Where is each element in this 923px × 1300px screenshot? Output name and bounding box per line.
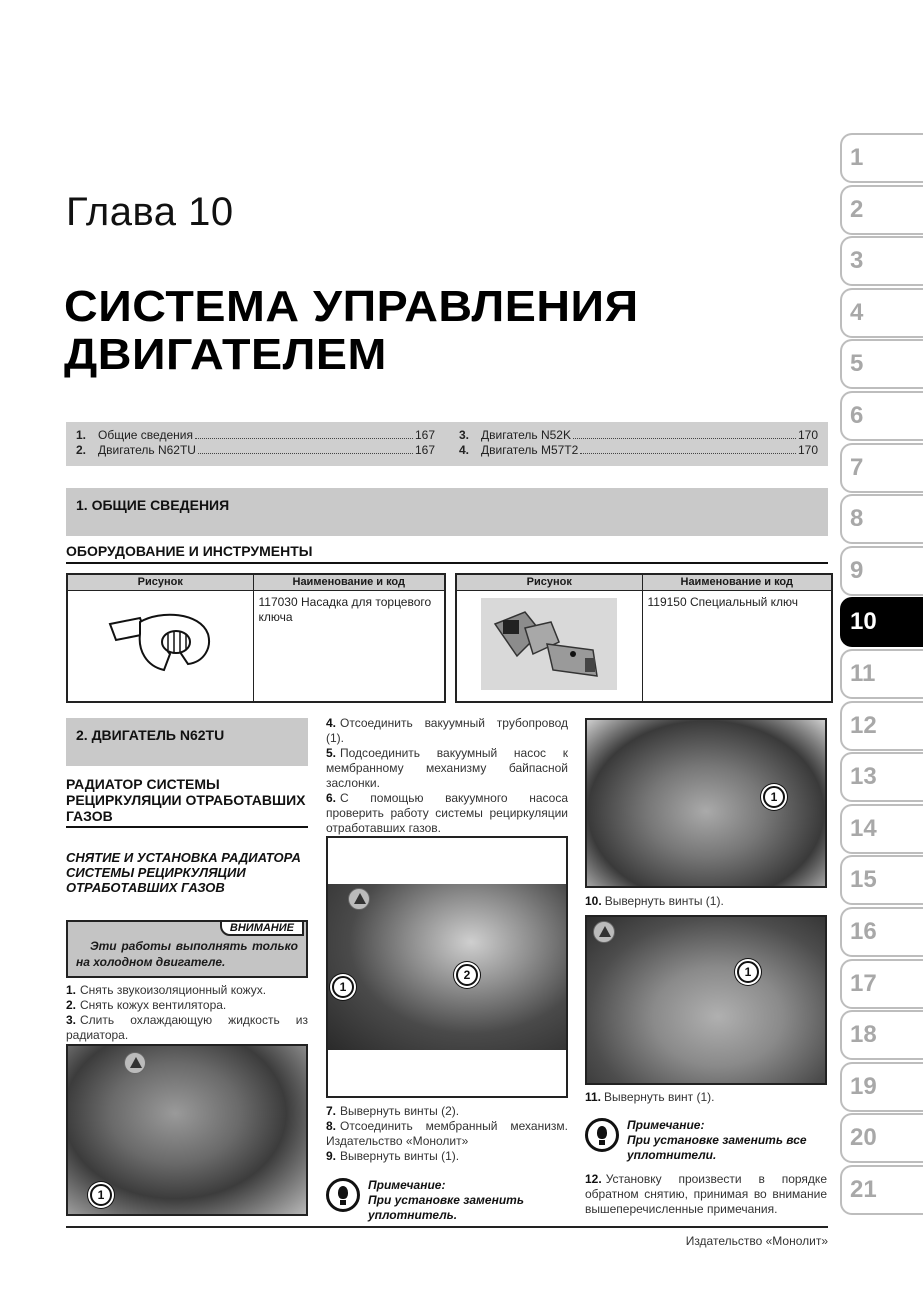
- tool-image-ratchet-insert: [67, 590, 253, 702]
- tab-chapter-16[interactable]: 16: [840, 907, 923, 957]
- tab-chapter-8[interactable]: 8: [840, 494, 923, 544]
- steps-list-2: [326, 716, 568, 836]
- publisher-logo-icon: [124, 1052, 146, 1074]
- equipment-heading: ОБОРУДОВАНИЕ И ИНСТРУМЕНТЫ: [66, 543, 828, 564]
- step-item: 7. Вывернуть винты (2).: [326, 1104, 460, 1118]
- publisher-logo-icon: [593, 921, 615, 943]
- tab-chapter-11[interactable]: 11: [840, 649, 923, 699]
- chapter-contents: [66, 422, 828, 466]
- publisher-logo-icon: [348, 888, 370, 910]
- toc-item[interactable]: 3. Двигатель N52K 170: [459, 428, 818, 442]
- chapter-title-line2: ДВИГАТЕЛЕМ: [64, 330, 387, 379]
- warning-text: Эти работы выполнять только на холодном двигателе.: [76, 939, 298, 969]
- tab-chapter-21[interactable]: 21: [840, 1165, 923, 1215]
- step-item: 11. Вывернуть винт (1).: [585, 1090, 715, 1104]
- tab-chapter-3[interactable]: 3: [840, 236, 923, 286]
- chapter-title-line1: СИСТЕМА УПРАВЛЕНИЯ: [64, 282, 639, 331]
- step-item: 9. Вывернуть винты (1).: [326, 1149, 460, 1163]
- note-replace-seal: [326, 1178, 568, 1223]
- tool-image-special-key: [456, 590, 642, 702]
- tab-chapter-5[interactable]: 5: [840, 339, 923, 389]
- toc-item[interactable]: 4. Двигатель M57T2 170: [459, 443, 818, 457]
- tab-chapter-4[interactable]: 4: [840, 288, 923, 338]
- note-body: При установке заменить все уплотнители.: [627, 1133, 807, 1162]
- chapter-label: Глава 10: [66, 190, 234, 234]
- steps-list-1: [66, 983, 308, 1049]
- note-title: Примечание:: [368, 1178, 446, 1192]
- step-item: 2. Снять кожух вентилятора.: [66, 998, 227, 1012]
- engine-photo-right-top: [585, 718, 827, 888]
- column-header-image: Рисунок: [456, 574, 642, 590]
- removal-installation-heading: СНЯТИЕ И УСТАНОВКА РАДИАТОРА СИСТЕМЫ РЕЦИРКУЛЯЦИИ ОТРАБОТАВШИХ ГАЗОВ: [66, 850, 301, 895]
- steps-list-3: [326, 1104, 568, 1164]
- publisher-footer: Издательство «Монолит»: [685, 1234, 828, 1248]
- section-header-general: 1. ОБЩИЕ СВЕДЕНИЯ: [66, 488, 828, 536]
- tool-table-2: [455, 573, 833, 703]
- tab-chapter-14[interactable]: 14: [840, 804, 923, 854]
- lightbulb-icon: [326, 1178, 360, 1212]
- callout-marker: 1: [737, 961, 759, 983]
- tab-chapter-13[interactable]: 13: [840, 752, 923, 802]
- warning-box: [66, 920, 308, 978]
- chapter-tabs: [840, 133, 923, 1216]
- chapter-title: [64, 283, 639, 379]
- warning-label: ВНИМАНИЕ: [220, 920, 304, 936]
- engine-photo-right-bottom: [585, 915, 827, 1085]
- tool-name: 119150 Специальный ключ: [642, 590, 832, 702]
- note-body: При установке заменить уплотнитель.: [368, 1193, 524, 1222]
- step-item: 8. Отсоединить мембранный механизм. Издательство «Монолит»: [326, 1119, 568, 1148]
- engine-photo-left: [66, 1044, 308, 1216]
- egr-radiator-heading: РАДИАТОР СИСТЕМЫ РЕЦИРКУЛЯЦИИ ОТРАБОТАВШИХ ГАЗОВ: [66, 776, 308, 828]
- note-title: Примечание:: [627, 1118, 705, 1132]
- step-item: 4. Отсоединить вакуумный трубопровод (1).: [326, 716, 568, 745]
- tab-chapter-17[interactable]: 17: [840, 959, 923, 1009]
- step-item: 1. Снять звукоизоляционный кожух.: [66, 983, 267, 997]
- column-header-name: Наименование и код: [642, 574, 832, 590]
- toc-item[interactable]: 1. Общие сведения 167: [76, 428, 435, 442]
- tool-table-1: [66, 573, 446, 703]
- steps-list-4: [585, 1172, 827, 1217]
- tab-chapter-10-active[interactable]: 10: [840, 597, 923, 647]
- callout-marker: 1: [763, 786, 785, 808]
- column-header-name: Наименование и код: [253, 574, 445, 590]
- note-replace-all-seals: [585, 1118, 827, 1163]
- tab-chapter-15[interactable]: 15: [840, 855, 923, 905]
- tab-chapter-6[interactable]: 6: [840, 391, 923, 441]
- section-header-n62tu: 2. ДВИГАТЕЛЬ N62TU: [66, 718, 308, 766]
- step-item: 5. Подсоединить вакуумный насос к мембранному механизму байпасной заслонки.: [326, 746, 568, 790]
- wrench-insert-icon: [100, 604, 220, 684]
- engine-photo-middle: [328, 884, 566, 1050]
- engine-photo-middle-frame: [326, 836, 568, 1098]
- step-item: 6. С помощью вакуумного насоса проверить работу системы рециркуляции отработавших газов.: [326, 791, 568, 835]
- callout-marker: 2: [456, 964, 478, 986]
- step-item: 12. Установку произвести в порядке обратном снятию, принимая во внимание вышеперечисленные примечания.: [585, 1172, 827, 1216]
- callout-marker: 1: [90, 1184, 112, 1206]
- tab-chapter-20[interactable]: 20: [840, 1113, 923, 1163]
- tool-name: 117030 Насадка для торцевого ключа: [253, 590, 445, 702]
- column-header-image: Рисунок: [67, 574, 253, 590]
- footer-divider: [66, 1226, 828, 1228]
- tab-chapter-18[interactable]: 18: [840, 1010, 923, 1060]
- tab-chapter-2[interactable]: 2: [840, 185, 923, 235]
- tab-chapter-7[interactable]: 7: [840, 443, 923, 493]
- tab-chapter-1[interactable]: 1: [840, 133, 923, 183]
- tab-chapter-12[interactable]: 12: [840, 701, 923, 751]
- callout-marker: 1: [332, 976, 354, 998]
- toc-item[interactable]: 2. Двигатель N62TU 167: [76, 443, 435, 457]
- universal-joint-key-icon: [481, 598, 617, 690]
- step-item: 3. Слить охлаждающую жидкость из радиатора.: [66, 1013, 308, 1042]
- lightbulb-icon: [585, 1118, 619, 1152]
- tab-chapter-19[interactable]: 19: [840, 1062, 923, 1112]
- step-item: 10. Вывернуть винты (1).: [585, 894, 724, 908]
- tab-chapter-9[interactable]: 9: [840, 546, 923, 596]
